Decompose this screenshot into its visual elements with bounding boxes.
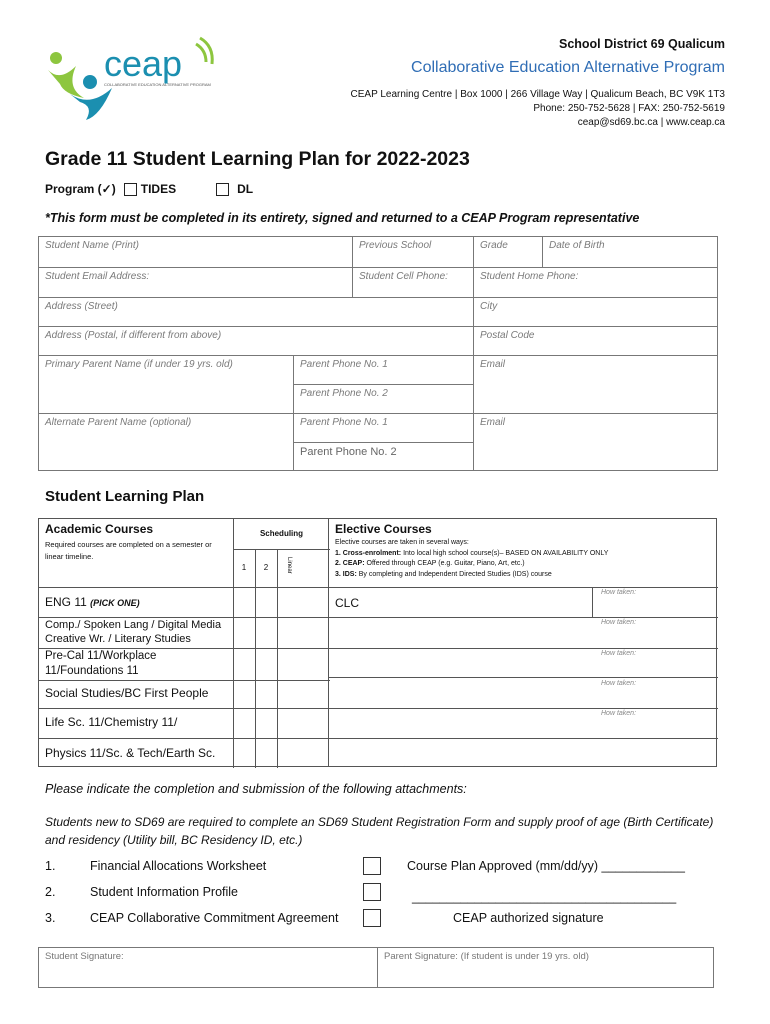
semester-2-label: 2 (263, 563, 269, 572)
primary-parent-field[interactable]: Primary Parent Name (if under 19 yrs. old) (39, 356, 294, 414)
student-home-phone-field[interactable]: Student Home Phone: (474, 268, 717, 298)
row-divider (39, 738, 330, 739)
phone-line: Phone: 250-752-5628 | FAX: 250-752-5619 (533, 103, 725, 114)
student-cell-field[interactable]: Student Cell Phone: (353, 268, 474, 298)
ceap-logo (46, 36, 226, 126)
program-name: Collaborative Education Alternative Program (411, 59, 725, 76)
course-life-sc: Life Sc. 11/Chemistry 11/ (45, 715, 178, 729)
dob-field[interactable]: Date of Birth (543, 237, 717, 268)
parent-phone-1-field[interactable]: Parent Phone No. 1 (294, 356, 474, 385)
city-field[interactable]: City (474, 298, 717, 327)
row-divider (329, 708, 718, 709)
new-students-note: Students new to SD69 are required to complete an SD69 Student Registration Form and supply proof of age (Birth Certificate) and residency (Utility bill, BC Residency ID, etc.) (45, 815, 714, 847)
attachment-num-1: 1. (45, 859, 56, 873)
elective-courses-table (328, 518, 717, 767)
how-taken-label: How taken: (601, 680, 637, 687)
learning-plan-heading: Student Learning Plan (45, 488, 205, 505)
elective-cross-label: 1. Cross-enrolment: (335, 549, 402, 557)
school-district: School District 69 Qualicum (558, 37, 725, 51)
signature-divider (377, 948, 378, 987)
row-divider (329, 677, 718, 678)
attachment-num-3: 3. (45, 911, 56, 925)
attachment-num-2: 2. (45, 885, 56, 899)
ceap-signature-label: CEAP authorized signature (453, 911, 604, 925)
row-divider (39, 708, 330, 709)
course-comp: Comp./ Spoken Lang / Digital Media Creative Wr. / Literary Studies (45, 619, 222, 645)
alt-parent-phone-1-field[interactable]: Parent Phone No. 1 (294, 414, 474, 443)
address-line: CEAP Learning Centre | Box 1000 | 266 Village Way | Qualicum Beach, BC V9K 1T3 (350, 89, 725, 100)
elective-cross-text: Into local high school course(s)– BASED ON AVAILABILITY ONLY (401, 549, 609, 557)
previous-school-field[interactable]: Previous School (353, 237, 474, 268)
course-eng: ENG 11 (45, 595, 87, 609)
elective-line-2 (335, 549, 715, 560)
semester-1-label: 1 (241, 563, 247, 572)
contact-block (351, 88, 725, 130)
dl-label: DL (237, 182, 254, 196)
row-divider (329, 617, 718, 618)
row-divider (39, 680, 330, 681)
how-taken-label: How taken: (601, 619, 637, 626)
program-label: Program (✓) (45, 182, 116, 196)
academic-heading: Academic Courses (45, 522, 154, 536)
email-line: ceap@sd69.bc.ca | www.ceap.ca (577, 117, 725, 128)
parent-phone-2-field[interactable]: Parent Phone No. 2 (294, 385, 474, 414)
scheduling-label: Scheduling (259, 529, 304, 538)
elective-ceap-label: 2. CEAP: (335, 560, 365, 567)
svg-text:ceap: ceap (104, 43, 183, 84)
academic-desc: Required courses are completed on a semester or linear timeline. (45, 540, 212, 561)
elective-line-1: Elective courses are taken in several ways: (335, 539, 469, 546)
page-title: Grade 11 Student Learning Plan for 2022-2023 (45, 148, 470, 170)
parent-email-field[interactable]: Email (474, 356, 717, 414)
course-physics: Physics 11/Sc. & Tech/Earth Sc. (45, 746, 216, 760)
attachment-checkbox-3[interactable] (363, 909, 381, 927)
alt-parent-phone-2-field[interactable]: Parent Phone No. 2 (294, 443, 474, 470)
elective-ids-text: By completing and Independent Directed Studies (IDS) course (356, 570, 552, 578)
attachment-label-1: Financial Allocations Worksheet (90, 859, 267, 873)
alt-parent-field[interactable]: Alternate Parent Name (optional) (39, 414, 294, 470)
student-signature-field[interactable]: Student Signature: (45, 951, 124, 962)
how-taken-label: How taken: (601, 650, 637, 657)
street-field[interactable]: Address (Street) (39, 298, 474, 327)
alt-parent-email-field[interactable]: Email (480, 417, 506, 428)
postal-address-field[interactable]: Address (Postal, if different from above) (39, 327, 474, 356)
elective-line-4 (335, 570, 715, 581)
row-divider (39, 587, 330, 588)
postal-code-field[interactable]: Postal Code (474, 327, 717, 356)
elective-ceap-text: Offered through CEAP (e.g. Guitar, Piano, Art, etc.) (364, 560, 525, 567)
elective-heading: Elective Courses (335, 522, 432, 536)
col-divider (255, 549, 256, 768)
academic-courses-table (38, 518, 329, 767)
course-math: Pre-Cal 11/Workplace 11/Foundations 11 (45, 650, 157, 677)
student-info-form (38, 236, 718, 471)
pick-one-note: (PICK ONE) (90, 598, 140, 608)
row-divider (329, 738, 718, 739)
col-divider (592, 587, 593, 617)
student-email-field[interactable]: Student Email Address: (39, 268, 353, 298)
grade-field[interactable]: Grade (474, 237, 543, 268)
course-plan-approved[interactable]: Course Plan Approved (mm/dd/yy) ____________ (407, 859, 685, 873)
row-divider (233, 549, 330, 550)
program-select (45, 182, 253, 196)
ceap-signature-line[interactable]: ______________________________________ (412, 890, 677, 904)
ceap-logo-icon (46, 36, 226, 126)
attachment-checkbox-2[interactable] (363, 883, 381, 901)
col-divider (233, 519, 234, 768)
tides-checkbox[interactable] (124, 183, 137, 196)
course-row (45, 595, 140, 609)
completion-note: *This form must be completed in its entirety, signed and returned to a CEAP Program representative (45, 211, 640, 225)
attachment-label-3: CEAP Collaborative Commitment Agreement (90, 911, 339, 925)
course-social: Social Studies/BC First People (45, 686, 209, 700)
elective-desc (335, 538, 715, 580)
svg-text:COLLABORATIVE EDUCATION ALTERN: COLLABORATIVE EDUCATION ALTERNATIVE PROGRAM (104, 82, 211, 87)
elective-ids-label: 3. IDS: (335, 570, 357, 578)
signature-box (38, 947, 714, 988)
attachment-checkbox-1[interactable] (363, 857, 381, 875)
elective-clc: CLC (335, 596, 360, 610)
dl-checkbox[interactable] (216, 183, 229, 196)
how-taken-label: How taken: (601, 589, 637, 596)
parent-signature-field[interactable]: Parent Signature: (If student is under 19 yrs. old) (384, 951, 589, 962)
elective-line-3 (335, 559, 715, 570)
row-divider (329, 587, 718, 588)
student-name-field[interactable]: Student Name (Print) (39, 237, 353, 268)
how-taken-label: How taken: (601, 710, 637, 717)
attachments-heading: Please indicate the completion and submission of the following attachments: (45, 782, 467, 796)
tides-label: TIDES (140, 182, 177, 196)
linear-label: Linear (286, 557, 292, 574)
col-divider (277, 549, 278, 768)
row-divider (329, 648, 718, 649)
attachment-label-2: Student Information Profile (90, 885, 238, 899)
